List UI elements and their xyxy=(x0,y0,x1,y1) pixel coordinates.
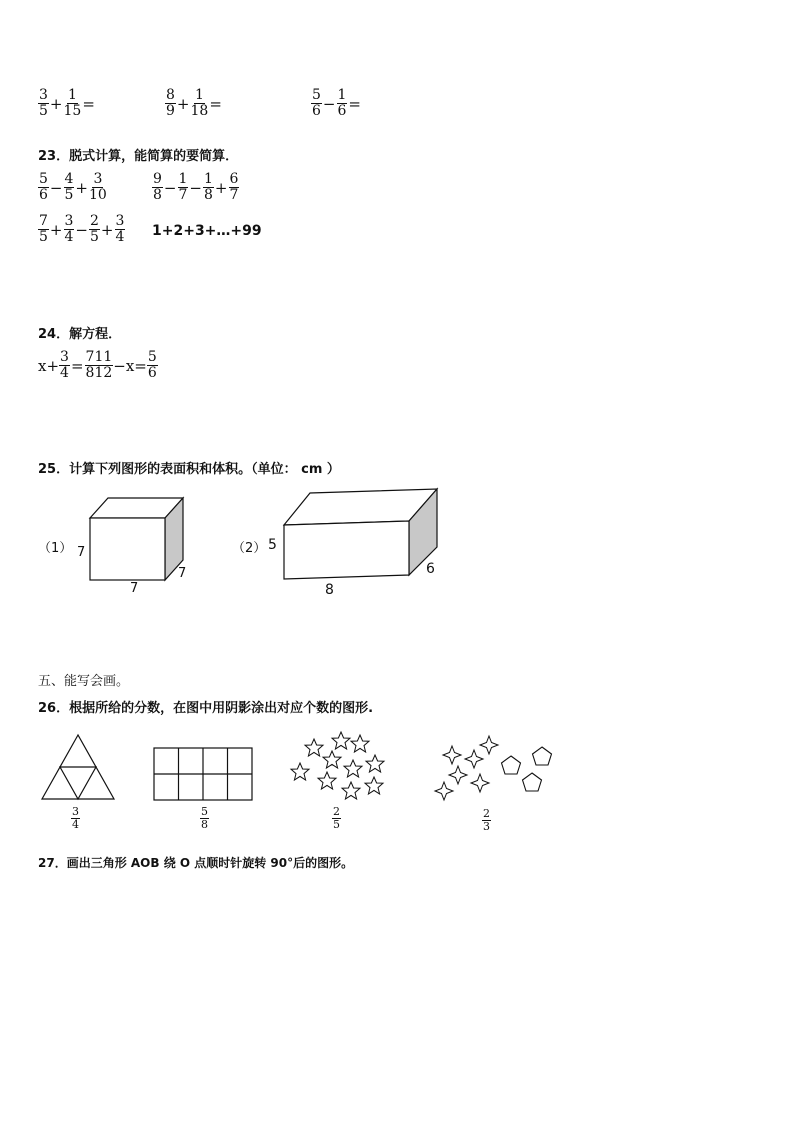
fig2-height: 5 xyxy=(268,537,277,553)
stars-figure xyxy=(288,728,388,808)
q23-title: 23．脱式计算，能简算的要简算． xyxy=(38,149,239,164)
q26-frac-4: $\frac{2}{3}$ xyxy=(483,807,490,833)
q24-equation: x+ $\frac{3}{4}$ = $\frac{711}{812}$ −x= $\frac{5}{6}$ xyxy=(38,349,157,381)
fig2-width: 8 xyxy=(325,582,334,598)
q26-title: 26．根据所给的分数，在图中用阴影涂出对应个数的图形. xyxy=(38,701,374,716)
q23-expr-1: $\frac{5}{6}$ − $\frac{4}{5}$ + $\frac{3}{10}$ xyxy=(39,171,107,203)
fraction: $\frac{1}{18}$ xyxy=(190,87,209,119)
q26-frac-3: $\frac{2}{5}$ xyxy=(333,805,340,831)
fig2-depth: 6 xyxy=(426,561,435,577)
q24-title: 24．解方程． xyxy=(38,327,122,342)
fig2-label: （2） xyxy=(232,541,267,556)
fraction: $\frac{3}{5}$ xyxy=(39,87,48,119)
cuboid-figure xyxy=(280,485,445,585)
section-5-title: 五、能写会画。 xyxy=(38,674,130,689)
fig1-depth: 7 xyxy=(178,566,187,581)
top-expr-2: $\frac{8}{9}$ + $\frac{1}{18}$ = xyxy=(166,87,222,119)
q23-expr-4: 1+2+3+…+99 xyxy=(152,223,262,239)
q26-frac-2: $\frac{5}{8}$ xyxy=(201,805,208,831)
q23-expr-3: $\frac{7}{5}$ + $\frac{3}{4}$ − $\frac{2}{5}$ + $\frac{3}{4}$ xyxy=(39,213,125,245)
fraction: $\frac{8}{9}$ xyxy=(166,87,175,119)
shapes-figure xyxy=(432,733,558,805)
q25-title: 25．计算下列图形的表面积和体积。（单位： cm ） xyxy=(38,462,340,477)
triangle-figure xyxy=(38,733,118,803)
fraction: $\frac{1}{6}$ xyxy=(337,87,347,119)
fraction: $\frac{1}{15}$ xyxy=(63,87,82,119)
q27-title: 27．画出三角形 AOB 绕 O 点顺时针旋转 90°后的图形。 xyxy=(38,856,354,870)
fraction: $\frac{5}{6}$ xyxy=(312,87,321,119)
grid-figure xyxy=(152,746,254,802)
top-expr-1: $\frac{3}{5}$ + $\frac{1}{15}$ = xyxy=(39,87,95,119)
fig1-height: 7 xyxy=(77,545,86,560)
fig1-width: 7 xyxy=(130,581,139,596)
q26-frac-1: $\frac{3}{4}$ xyxy=(72,805,79,831)
fig1-label: （1） xyxy=(38,541,73,556)
q23-expr-2: $\frac{9}{8}$ − $\frac{1}{7}$ − $\frac{1}{8}$ + $\frac{6}{7}$ xyxy=(153,171,239,203)
top-expr-3: $\frac{5}{6}$ − $\frac{1}{6}$ = xyxy=(312,87,361,119)
